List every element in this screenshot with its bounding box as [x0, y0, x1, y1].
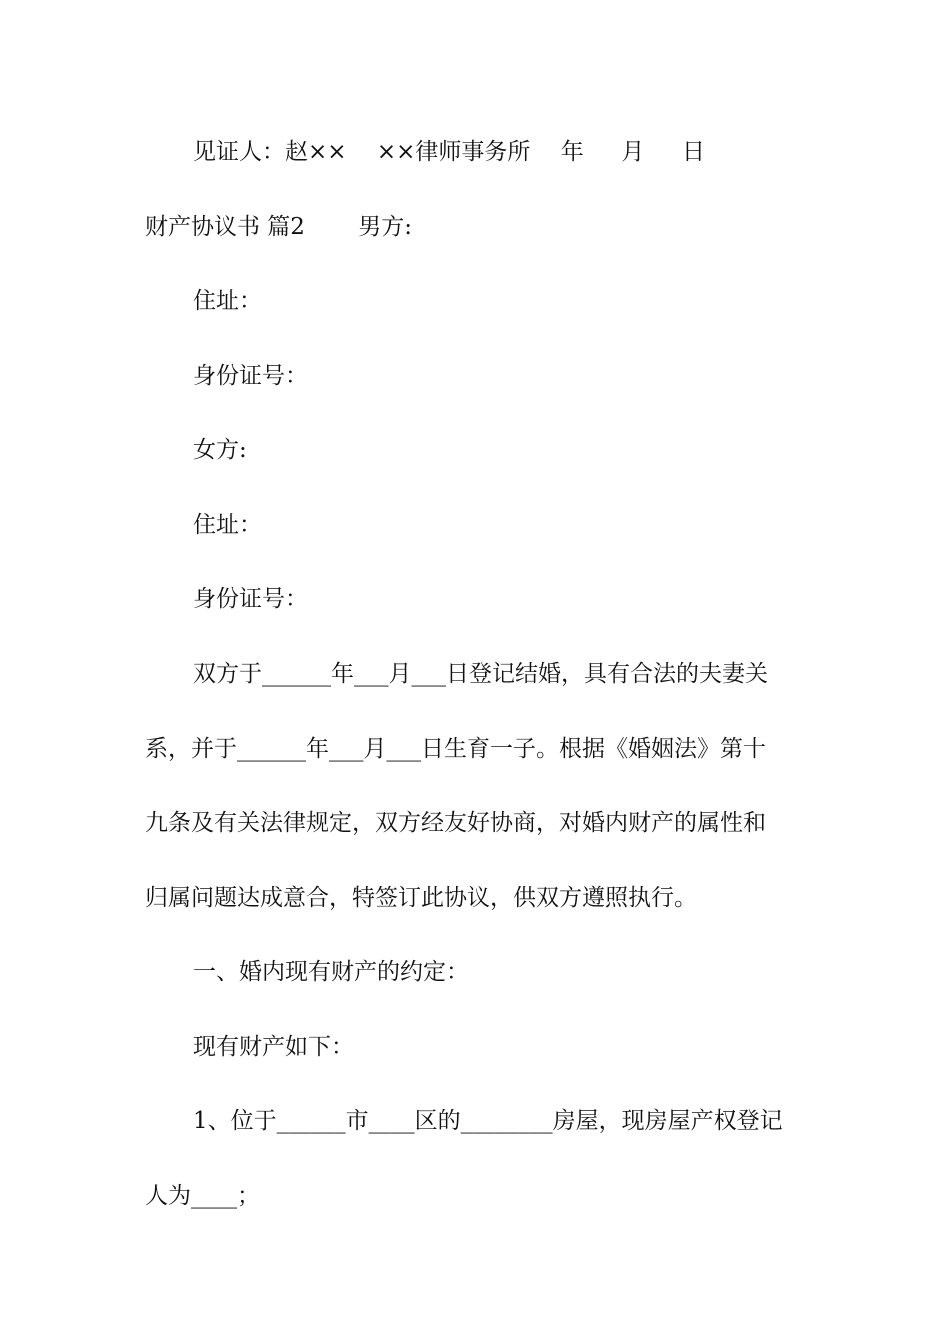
paragraph-line: 系，并于______年___月___日生育一子。根据《婚姻法》第十 — [145, 736, 766, 762]
section-heading: 一、婚内现有财产的约定： — [193, 959, 469, 985]
agreement-title-line: 财产协议书 篇2 男方: — [145, 214, 413, 240]
property-intro: 现有财产如下： — [193, 1034, 354, 1060]
paragraph-line: 双方于______年___月___日登记结婚，具有合法的夫妻关 — [193, 661, 768, 687]
witness-line: 见证人：赵×× ××律师事务所 年 月 日 — [193, 139, 705, 165]
female-party-label: 女方: — [193, 437, 247, 463]
male-id-label: 身份证号： — [193, 363, 308, 389]
paragraph-line: 九条及有关法律规定，双方经友好协商，对婚内财产的属性和 — [145, 810, 766, 836]
property-item-line: 1、位于______市____区的________房屋，现房屋产权登记 — [193, 1108, 783, 1134]
paragraph-line: 归属问题达成意合，特签订此协议，供双方遵照执行。 — [145, 885, 697, 911]
female-id-label: 身份证号： — [193, 586, 308, 612]
property-item-line: 人为____； — [145, 1183, 260, 1209]
male-address-label: 住址： — [193, 288, 262, 314]
female-address-label: 住址： — [193, 512, 262, 538]
